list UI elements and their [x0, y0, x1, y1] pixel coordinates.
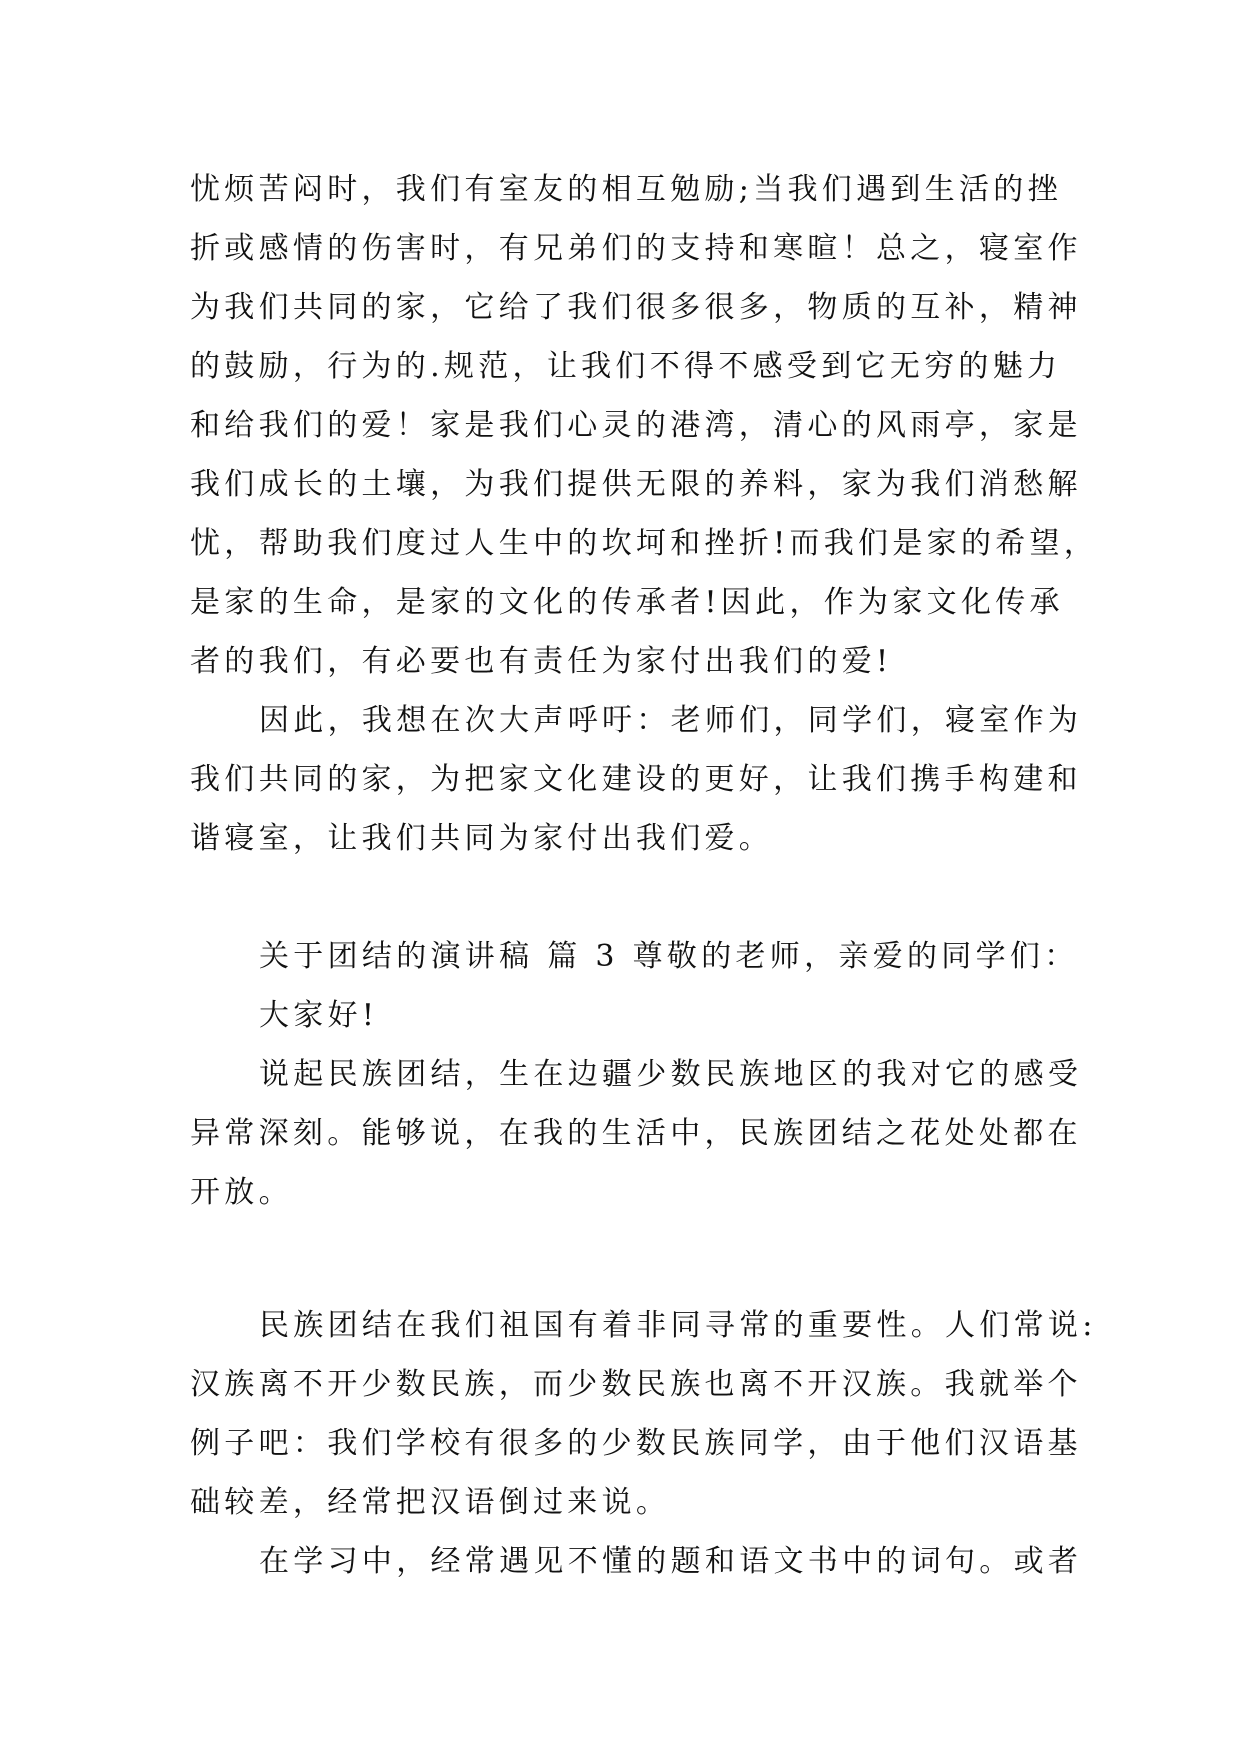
blank-line	[190, 868, 1070, 927]
paragraph-start-line: 在学习中，经常遇见不懂的题和语文书中的词句。或者	[259, 1544, 1083, 1579]
text-line: 础较差，经常把汉语倒过来说。	[190, 1485, 671, 1520]
text-line: 异常深刻。能够说，在我的生活中，民族团结之花处处都在	[190, 1116, 1082, 1151]
greeting-line: 大家好!	[259, 998, 379, 1033]
text-line: 谐寝室，让我们共同为家付出我们爱。	[190, 821, 774, 856]
body-text	[190, 160, 1099, 1591]
text-line: 汉族离不开少数民族，而少数民族也离不开汉族。我就举个	[190, 1367, 1082, 1402]
paragraph-start-line: 说起民族团结，生在边疆少数民族地区的我对它的感受	[259, 1057, 1083, 1092]
text-line: 的鼓励，行为的.规范，让我们不得不感受到它无穷的魅力	[190, 349, 1062, 384]
speech-heading-line: 关于团结的演讲稿 篇 3 尊敬的老师，亲爱的同学们：	[259, 939, 1079, 974]
paragraph-start-line: 因此，我想在次大声呼吁：老师们，同学们，寝室作为	[259, 703, 1083, 738]
text-line: 我们成长的土壤，为我们提供无限的养料，家为我们消愁解	[190, 467, 1082, 502]
text-line: 是家的生命，是家的文化的传承者!因此，作为家文化传承	[190, 585, 1064, 620]
text-line: 为我们共同的家，它给了我们很多很多，物质的互补，精神	[190, 290, 1082, 325]
text-line: 开放。	[190, 1175, 293, 1210]
text-line: 和给我们的爱！家是我们心灵的港湾，清心的风雨亭，家是	[190, 408, 1082, 443]
text-line: 例子吧：我们学校有很多的少数民族同学，由于他们汉语基	[190, 1426, 1082, 1461]
text-line: 折或感情的伤害时，有兄弟们的支持和寒暄！总之，寝室作	[190, 231, 1082, 266]
paragraph-start-line: 民族团结在我们祖国有着非同寻常的重要性。人们常说:	[259, 1308, 1097, 1343]
text-line: 忧烦苦闷时，我们有室友的相互勉励;当我们遇到生活的挫	[190, 172, 1062, 207]
blank-line	[190, 1222, 1070, 1296]
text-line: 忧，帮助我们度过人生中的坎坷和挫折!而我们是家的希望，	[190, 526, 1099, 561]
text-line: 我们共同的家，为把家文化建设的更好，让我们携手构建和	[190, 762, 1082, 797]
text-line: 者的我们，有必要也有责任为家付出我们的爱!	[190, 644, 893, 679]
